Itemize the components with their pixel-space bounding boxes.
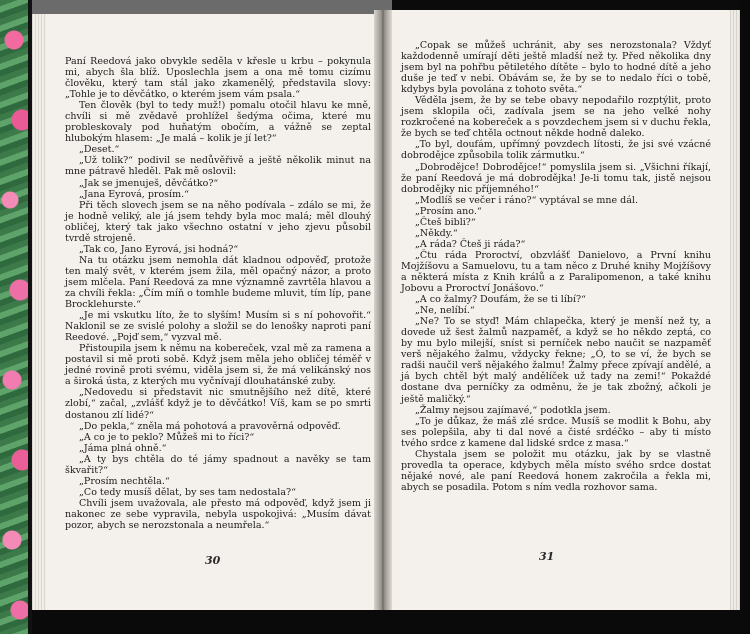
page-number: 30 xyxy=(205,554,221,567)
paragraph: „Co tedy musíš dělat, by ses tam nedostala?“ xyxy=(79,486,296,498)
paragraph: „Copak se můžeš uchránit, aby ses nerozstonala? Vždyť každodenně umírají děti ještě mladší než ty. Před několika dny jsem byl na pohřbu pětiletého dítěte – bylo to hodné dítě a jeho duše je teď v nebi. Obávám se, že by se to nedalo říci o tobě, kdybys byla povolána z tohoto světa.“ xyxy=(401,40,711,96)
paragraph: „Žalmy nejsou zajímavé,“ podotkla jsem. xyxy=(415,404,611,416)
paragraph: Věděla jsem, že by se tebe obavy nepodařilo rozptýlit, proto jsem sklopila oči, zadívala jsem se na jeho velké nohy rozkročené na kobereček a s povzdechem jsem si v duchu řekla, že bych se teď chtěla octnout někde hodně daleko. xyxy=(401,95,711,140)
paragraph: „Prosím nechtěla.“ xyxy=(79,475,170,487)
paragraph: „Ne, nelíbí.“ xyxy=(415,305,475,317)
paragraph: „Modlíš se večer i ráno?“ vyptával se mne dál. xyxy=(415,194,638,206)
paragraph: Při těch slovech jsem se na něho podívala – zdálo se mi, že je hodně veliký, ale já jsem tehdy byla moc malá; měl dlouhý obličej, který tak jako všechno ostatní v jeho zjevu působil tvrdě strojeně. xyxy=(65,199,371,244)
page-number: 31 xyxy=(539,550,555,563)
cover-bottom-edge xyxy=(32,610,740,634)
paragraph: „A co je to peklo? Můžeš mi to říci?“ xyxy=(79,431,255,443)
paragraph: „Prosím ano.“ xyxy=(415,205,482,217)
paragraph: „Čtu ráda Proroctví, obzvlášť Danielovo, a První knihu Mojžíšovu a Samuelovu, tu a tam něco z Druhé knihy Mojžíšovy a některá místa z Knih králů a z Paralipomenon, a také knihu Jobovu a Proroctví Jonášovo.“ xyxy=(401,249,711,295)
page-edges-left xyxy=(32,14,46,614)
paragraph: „Tak co, Jano Eyrová, jsi hodná?“ xyxy=(79,243,239,255)
floral-cover-edge xyxy=(0,0,32,634)
paragraph: „A ráda? Čteš ji ráda?“ xyxy=(415,238,526,250)
paragraph: Paní Reedová jako obvykle seděla v křesle u krbu – pokynula mi, abych šla blíž. Uposlechla jsem a ona mě tomu cizímu člověku, který tam stál jako zkamenělý, představila slovy: „Tohle je to děvčátko, o kterém jsem vám psala.“ xyxy=(65,56,371,101)
right-page-text xyxy=(401,40,711,493)
paragraph: „Jak se jmenuješ, děvčátko?“ xyxy=(79,177,219,189)
paragraph: „Už tolik?“ podivil se nedůvěřivě a ještě několik minut na mne pátravě hleděl. Pak mě oslovil: xyxy=(65,155,371,178)
right-page xyxy=(392,10,730,610)
page-edges-right xyxy=(730,10,740,610)
paragraph: Ten člověk (byl to tedy muž!) pomalu otočil hlavu ke mně, chvíli si mě zvědavě prohlížel šedýma očima, které mu probleskovaly pod huňatým obočím, a vážně se zeptal hlubokým hlasem: „Je malá – kolik je jí let?“ xyxy=(65,100,371,145)
paragraph: Na tu otázku jsem nemohla dát kladnou odpověď, protože ten malý svět, v kterém jsem žila, měl opačný názor, a proto jsem mlčela. Paní Reedová za mne významně zavrtěla hlavou a za chvíli řekla: „Čím míň o tomhle budeme mluvit, tím líp, pane Brocklehurste.“ xyxy=(65,254,371,311)
paragraph: „Deset.“ xyxy=(79,144,120,156)
paragraph: „Ne? To se styď! Mám chlapečka, který je menší než ty, a dovede už šest žalmů nazpaměť, a když se ho někdo zeptá, co by mu bylo milejší, sníst si perníček nebo naučit se nazpaměť verš nějakého žalmu, vždycky řekne; „Ó, to se ví, že bych se radši naučil verš nějakého žalmu! Žalmy přece zpívají andělé, a já bych chtěl být malý andělíček už tady na zemi!“ Pokaždé dostane dva perníčky za odměnu, že je tak zbožný, ačkoli je ještě maličký.“ xyxy=(401,316,711,405)
paragraph: „Jana Eyrová, prosím.“ xyxy=(79,188,189,200)
paragraph: „Dobrodějce! Dobrodějce!“ pomyslila jsem si. „Všichni říkají, že paní Reedová je má dobrodějka! Je-li tomu tak, jistě nejsou dobrodějky nic příjemného!“ xyxy=(401,161,711,195)
paragraph: „Čteš bibli?“ xyxy=(415,216,476,228)
paragraph: Chvíli jsem uvažovala, ale přesto má odpověď, když jsem ji nakonec ze sebe vypravila, nebyla uspokojivá: „Musím dávat pozor, abych se nerozstonala a neumřela.“ xyxy=(65,497,371,531)
paragraph: „Nedovedu si představit nic smutnějšího než dítě, které zlobí,“ začal, „zvlášť když je to děvčátko! Víš, kam se po smrti dostanou zlí lidé?“ xyxy=(65,387,371,421)
book-gutter xyxy=(374,10,392,610)
paragraph: „Jáma plná ohně.“ xyxy=(79,442,167,454)
paragraph: „Je mi vskutku líto, že to slyším! Musím si s ní pohovořit.“ Naklonil se ze svislé polohy a složil se do lenošky naproti paní Reedové. „Pojď sem,“ vyzval mě. xyxy=(65,310,371,344)
paragraph: „To byl, doufám, upřímný povzdech lítosti, že jsi své vzácné dobrodějce způsobila tolik zármutku.“ xyxy=(401,139,711,162)
paragraph: Přistoupila jsem k němu na kobereček, vzal mě za ramena a postavil si mě proti sobě. Když jsem měla jeho obličej téměř v jedné rovině proti svému, viděla jsem si, že má velikánský nos a široká ústa, z kterých mu vyčnívají dlouhatánské zuby. xyxy=(65,343,371,388)
paragraph: „Do pekla,“ zněla má pohotová a pravověrná odpověď. xyxy=(79,420,341,432)
cover-top-edge-right xyxy=(392,0,750,10)
left-page xyxy=(46,14,374,610)
paragraph: „A ty bys chtěla do té jámy spadnout a navěky se tam škvařit?“ xyxy=(65,453,371,476)
paragraph: „To je důkaz, že máš zlé srdce. Musíš se modlit k Bohu, aby ses polepšila, aby ti dal nové a čisté srdéčko – aby ti místo tvého srdce z kamene dal lidské srdce z masa.“ xyxy=(401,415,711,449)
paragraph: „Někdy.“ xyxy=(415,227,458,239)
paragraph: „A co žalmy? Doufám, že se ti líbí?“ xyxy=(415,294,586,306)
left-page-text xyxy=(65,56,371,531)
paragraph: Chystala jsem se položit mu otázku, jak by se vlastně provedla ta operace, kdybych měla místo svého srdce dostat nějaké nové, ale paní Reedová honem zakročila a řekla mi, abych se posadila. Potom s ním vedla rozhovor sama. xyxy=(401,448,711,493)
cover-right-edge xyxy=(740,0,750,634)
cover-top-edge xyxy=(32,0,392,14)
